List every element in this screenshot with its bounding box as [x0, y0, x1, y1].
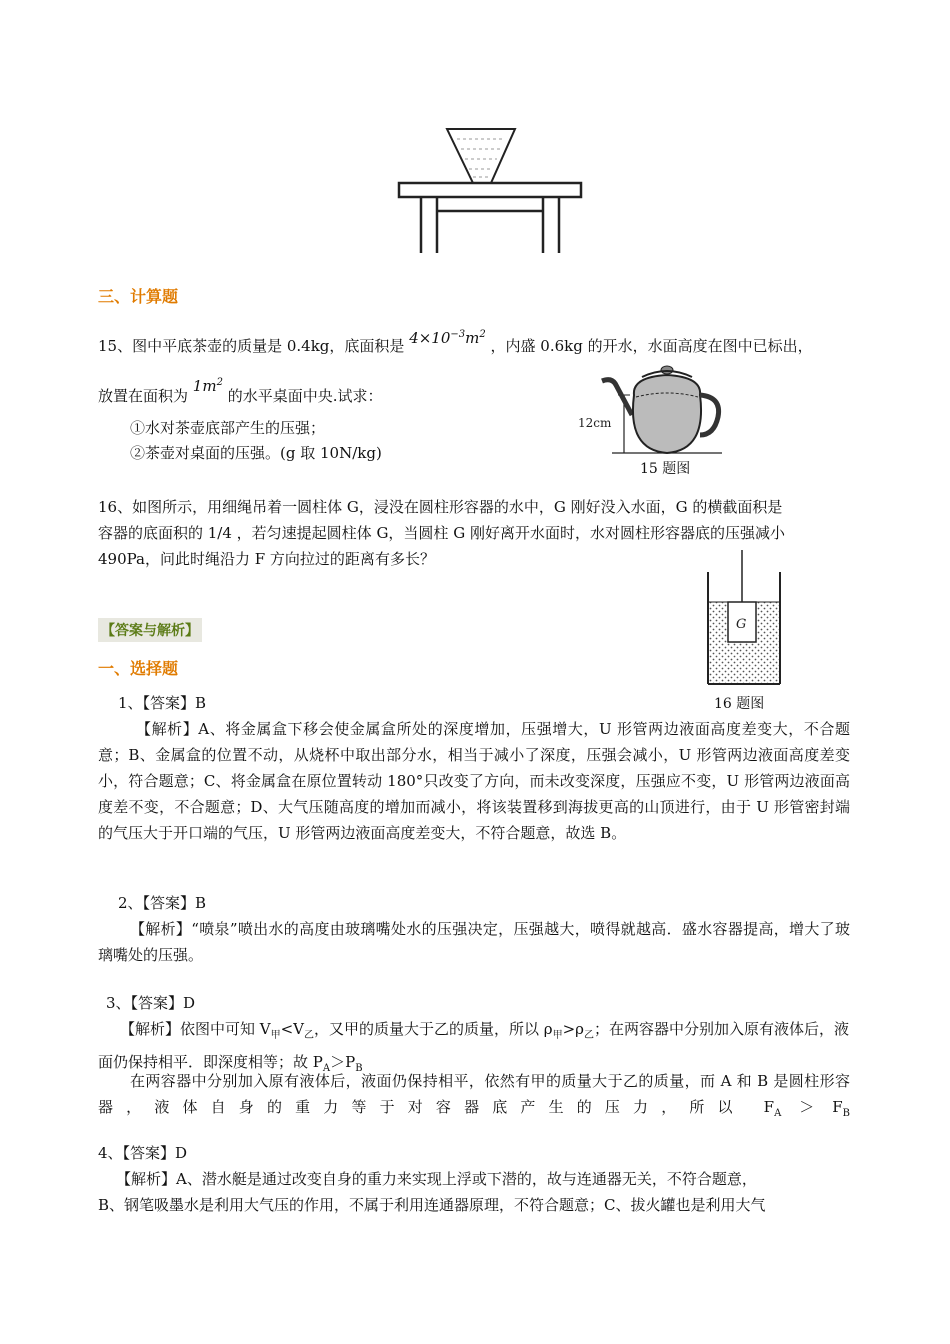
svg-text:12cm: 12cm	[578, 416, 612, 430]
q15-sub-1: ①水对茶壶底部产生的压强；	[130, 419, 326, 437]
a3-analysis-line: 【解析】依图中可知 $V_甲<V_乙$，又甲的质量大于乙的质量，所以 $\rho_甲>\rho_乙$；在两容器中分别加入原有液体后，液面仍保持相平．即深度相等；故 $P_A>P_B$	[98, 1020, 850, 1074]
q15-line-2: 放置在面积为 $1m^2$ 的水平桌面中央.试求：	[98, 377, 383, 405]
q16-line-2: 容器的底面积的 1/4 ，若匀速提起圆柱体 G，当圆柱 G 刚好离开水面时，水对圆柱形容器底的压强减小	[98, 524, 785, 542]
a3-answer: 3、【答案】D	[106, 994, 196, 1012]
a1-analysis: 【解析】A、将金属盒下移会使金属盒所处的深度增加，压强增大，U 形管两边液面高度差变大，不合题意；B、金属盒的位置不动，从烧杯中取出部分水，相当于减小了深度，压强会减小，U 形管两边液面高度差变小，符合题意；C、将金属盒在原位置转动 180°只改变了方向，而未改变深度，压强应不变，U 形管两边液面高度差不变，不合题意；D、大气压随高度的增加而减小，将该装置移到海拔更高的山顶进行，由于 U 形管密封端的气压大于开口端的气压，U 形管两边液面高度差变大，不符合题意，故选 B。	[98, 720, 850, 842]
q15-line-1: 15、图中平底茶壶的质量是 0.4kg，底面积是 $4\times 10^{-3}m^2$ ，内盛 0.6kg 的开水，水面高度在图中已标出，	[98, 329, 813, 355]
container-figure	[700, 550, 790, 690]
section-3-title: 三、计算题	[98, 287, 179, 306]
a4-answer: 4、【答案】D	[98, 1144, 188, 1162]
q16-line-1: 16、如图所示，用细绳吊着一圆柱体 G，浸没在圆柱形容器的水中，G 刚好没入水面，G 的横截面积是	[98, 498, 783, 516]
a2-answer: 2、【答案】B	[118, 894, 207, 912]
a1-answer: 1、【答案】B	[118, 694, 207, 712]
area-expression: $4\times 10^{-3}m^2$	[409, 329, 486, 347]
section-1-title: 一、选择题	[98, 659, 179, 678]
q15-figure-caption: 15 题图	[640, 461, 691, 477]
answers-title: 【答案与解析】	[98, 618, 202, 642]
svg-text:G: G	[736, 617, 747, 632]
q15-sub-2: ②茶壶对桌面的压强。(g 取 10N/kg)	[130, 444, 382, 462]
a3-analysis-para2: 在两容器中分别加入原有液体后，液面仍保持相平，依然有甲的质量大于乙的质量，而 A 和 B 是圆柱形容器，液体自身的重力等于对容器底产生的压力，所以 $F_A > F_B$	[98, 1072, 850, 1119]
desk-area-expression: $1m^2$	[192, 377, 223, 395]
q16-line-3: 490Pa，问此时绳沿力 F 方向拉过的距离有多长？	[98, 550, 435, 568]
funnel-table-figure	[395, 125, 585, 255]
q16-figure-caption: 16 题图	[714, 696, 765, 712]
teapot-figure	[572, 355, 732, 465]
a2-analysis: 【解析】“喷泉”喷出水的高度由玻璃嘴处水的压强决定，压强越大，喷得就越高．盛水容器提高，增大了玻璃嘴处的压强。	[98, 920, 850, 964]
a4-analysis-line-2: B、钢笔吸墨水是利用大气压的作用，不属于利用连通器原理，不符合题意；C、拔火罐也是利用大气	[98, 1196, 766, 1214]
a4-analysis-line-1: 【解析】A、潜水艇是通过改变自身的重力来实现上浮或下潜的，故与连通器无关，不符合题意，	[116, 1170, 757, 1188]
